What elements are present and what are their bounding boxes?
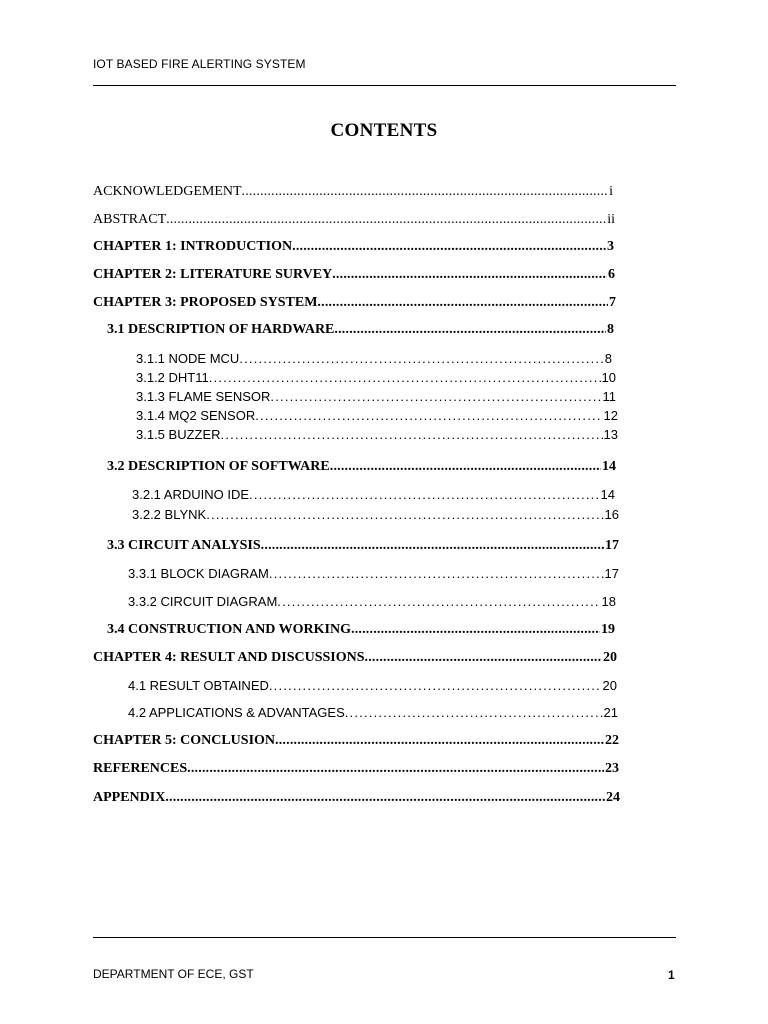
toc-entry-label: 3.1.2 DHT11 — [136, 370, 209, 385]
toc-entry — [107, 321, 614, 339]
toc-entry-label: 3.2 DESCRIPTION OF SOFTWARE — [107, 459, 330, 474]
toc-leader-dots — [242, 183, 609, 201]
toc-entry-label: 3.1 DESCRIPTION OF HARDWARE — [107, 322, 335, 337]
toc-leader-dots — [249, 486, 599, 504]
toc-leader-dots — [275, 732, 604, 750]
toc-leader-dots — [292, 238, 606, 256]
toc-entry-label: CHAPTER 3: PROPOSED SYSTEM — [93, 295, 318, 310]
toc-entry — [93, 294, 616, 312]
toc-leader-dots — [270, 388, 601, 406]
toc-entry — [93, 183, 613, 201]
toc-entry — [107, 458, 616, 476]
toc-entry — [93, 211, 615, 229]
toc-entry — [128, 593, 616, 611]
toc-entry — [136, 407, 618, 425]
toc-entry — [136, 388, 616, 406]
toc-entry — [93, 238, 614, 256]
toc-entry — [107, 621, 615, 639]
toc-entry-label: 3.1.1 NODE MCU — [136, 351, 240, 366]
page-number: 1 — [668, 968, 675, 982]
toc-leader-dots — [255, 407, 602, 425]
footer-department: DEPARTMENT OF ECE, GST — [93, 967, 254, 981]
toc-leader-dots — [269, 677, 602, 695]
toc-entry-label: 3.2.2 BLYNK — [132, 507, 207, 522]
toc-leader-dots — [330, 458, 601, 476]
toc-entry — [93, 760, 619, 778]
toc-entry-label: 3.3.1 BLOCK DIAGRAM — [128, 566, 269, 581]
toc-entry-page: i — [609, 184, 613, 199]
toc-entry-label: ABSTRACT — [93, 212, 167, 227]
toc-entry-page: ii — [607, 212, 615, 227]
toc-entry — [128, 565, 619, 583]
toc-entry-label: 3.3 CIRCUIT ANALYSIS — [107, 538, 261, 553]
toc-entry-label: 3.1.3 FLAME SENSOR — [136, 389, 271, 404]
toc-leader-dots — [365, 649, 602, 667]
toc-entry-page: 18 — [601, 594, 616, 609]
toc-entry-label: CHAPTER 2: LITERATURE SURVEY — [93, 267, 333, 282]
toc-entry-page: 8 — [607, 322, 614, 337]
toc-entry-page: 17 — [604, 566, 619, 581]
toc-entry-page: 23 — [605, 761, 619, 776]
footer-rule — [93, 937, 676, 938]
toc-entry-label: REFERENCES — [93, 761, 188, 776]
contents-title: CONTENTS — [330, 120, 438, 141]
header-rule — [93, 85, 676, 86]
toc-leader-dots — [239, 350, 603, 368]
toc-entry-label: 4.1 RESULT OBTAINED — [128, 678, 269, 693]
toc-entry — [132, 486, 615, 504]
toc-entry-label: 3.4 CONSTRUCTION AND WORKING — [107, 622, 351, 637]
toc-entry-label: CHAPTER 1: INTRODUCTION — [93, 239, 293, 254]
toc-entry-page: 6 — [608, 267, 615, 282]
toc-entry — [136, 369, 616, 387]
toc-entry-page: 16 — [604, 507, 619, 522]
toc-entry — [128, 704, 618, 722]
toc-entry-label: 3.2.1 ARDUINO IDE — [132, 487, 250, 502]
toc-leader-dots — [269, 565, 604, 583]
toc-leader-dots — [317, 294, 608, 312]
toc-entry-page: 14 — [602, 459, 616, 474]
toc-entry-label: 4.2 APPLICATIONS & ADVANTAGES — [128, 705, 345, 720]
toc-entry-page: 20 — [603, 650, 617, 665]
toc-entry-page: 20 — [602, 678, 617, 693]
toc-entry-page: 7 — [609, 295, 616, 310]
toc-entry-label: APPENDIX — [93, 790, 166, 805]
toc-leader-dots — [277, 593, 600, 611]
toc-entry-page: 19 — [601, 622, 615, 637]
running-header: IOT BASED FIRE ALERTING SYSTEM — [93, 57, 306, 71]
toc-entry-label: 3.1.5 BUZZER — [136, 427, 221, 442]
toc-entry — [107, 537, 619, 555]
toc-entry-page: 17 — [605, 538, 619, 553]
toc-entry — [93, 732, 619, 750]
toc-entry-label: CHAPTER 4: RESULT AND DISCUSSIONS — [93, 650, 365, 665]
toc-leader-dots — [206, 506, 603, 524]
toc-entry-label: 3.1.4 MQ2 SENSOR — [136, 408, 256, 423]
toc-leader-dots — [166, 211, 606, 229]
toc-entry — [136, 426, 618, 444]
toc-entry — [93, 649, 617, 667]
toc-entry — [128, 677, 617, 695]
toc-entry-page: 11 — [602, 389, 616, 404]
toc-entry-page: 21 — [603, 705, 618, 720]
toc-leader-dots — [334, 321, 606, 339]
toc-leader-dots — [351, 621, 600, 639]
toc-leader-dots — [345, 704, 603, 722]
toc-entry-label: ACKNOWLEDGEMENT — [93, 184, 242, 199]
toc-leader-dots — [261, 537, 604, 555]
toc-entry-page: 3 — [607, 239, 614, 254]
toc-leader-dots — [165, 789, 605, 807]
toc-entry — [93, 266, 615, 284]
toc-entry — [93, 789, 620, 807]
toc-entry-page: 10 — [601, 370, 616, 385]
toc-entry-page: 24 — [606, 790, 620, 805]
toc-leader-dots — [187, 760, 604, 778]
toc-leader-dots — [332, 266, 607, 284]
toc-entry-label: CHAPTER 5: CONCLUSION — [93, 733, 276, 748]
toc-leader-dots — [221, 426, 603, 444]
toc-entry-page: 12 — [603, 408, 618, 423]
toc-entry-page: 8 — [604, 351, 612, 366]
toc-leader-dots — [209, 369, 601, 387]
toc-entry — [136, 350, 612, 368]
toc-entry-label: 3.3.2 CIRCUIT DIAGRAM — [128, 594, 278, 609]
toc-entry — [132, 506, 619, 524]
toc-entry-page: 13 — [603, 427, 618, 442]
toc-entry-page: 22 — [605, 733, 619, 748]
toc-entry-page: 14 — [600, 487, 615, 502]
